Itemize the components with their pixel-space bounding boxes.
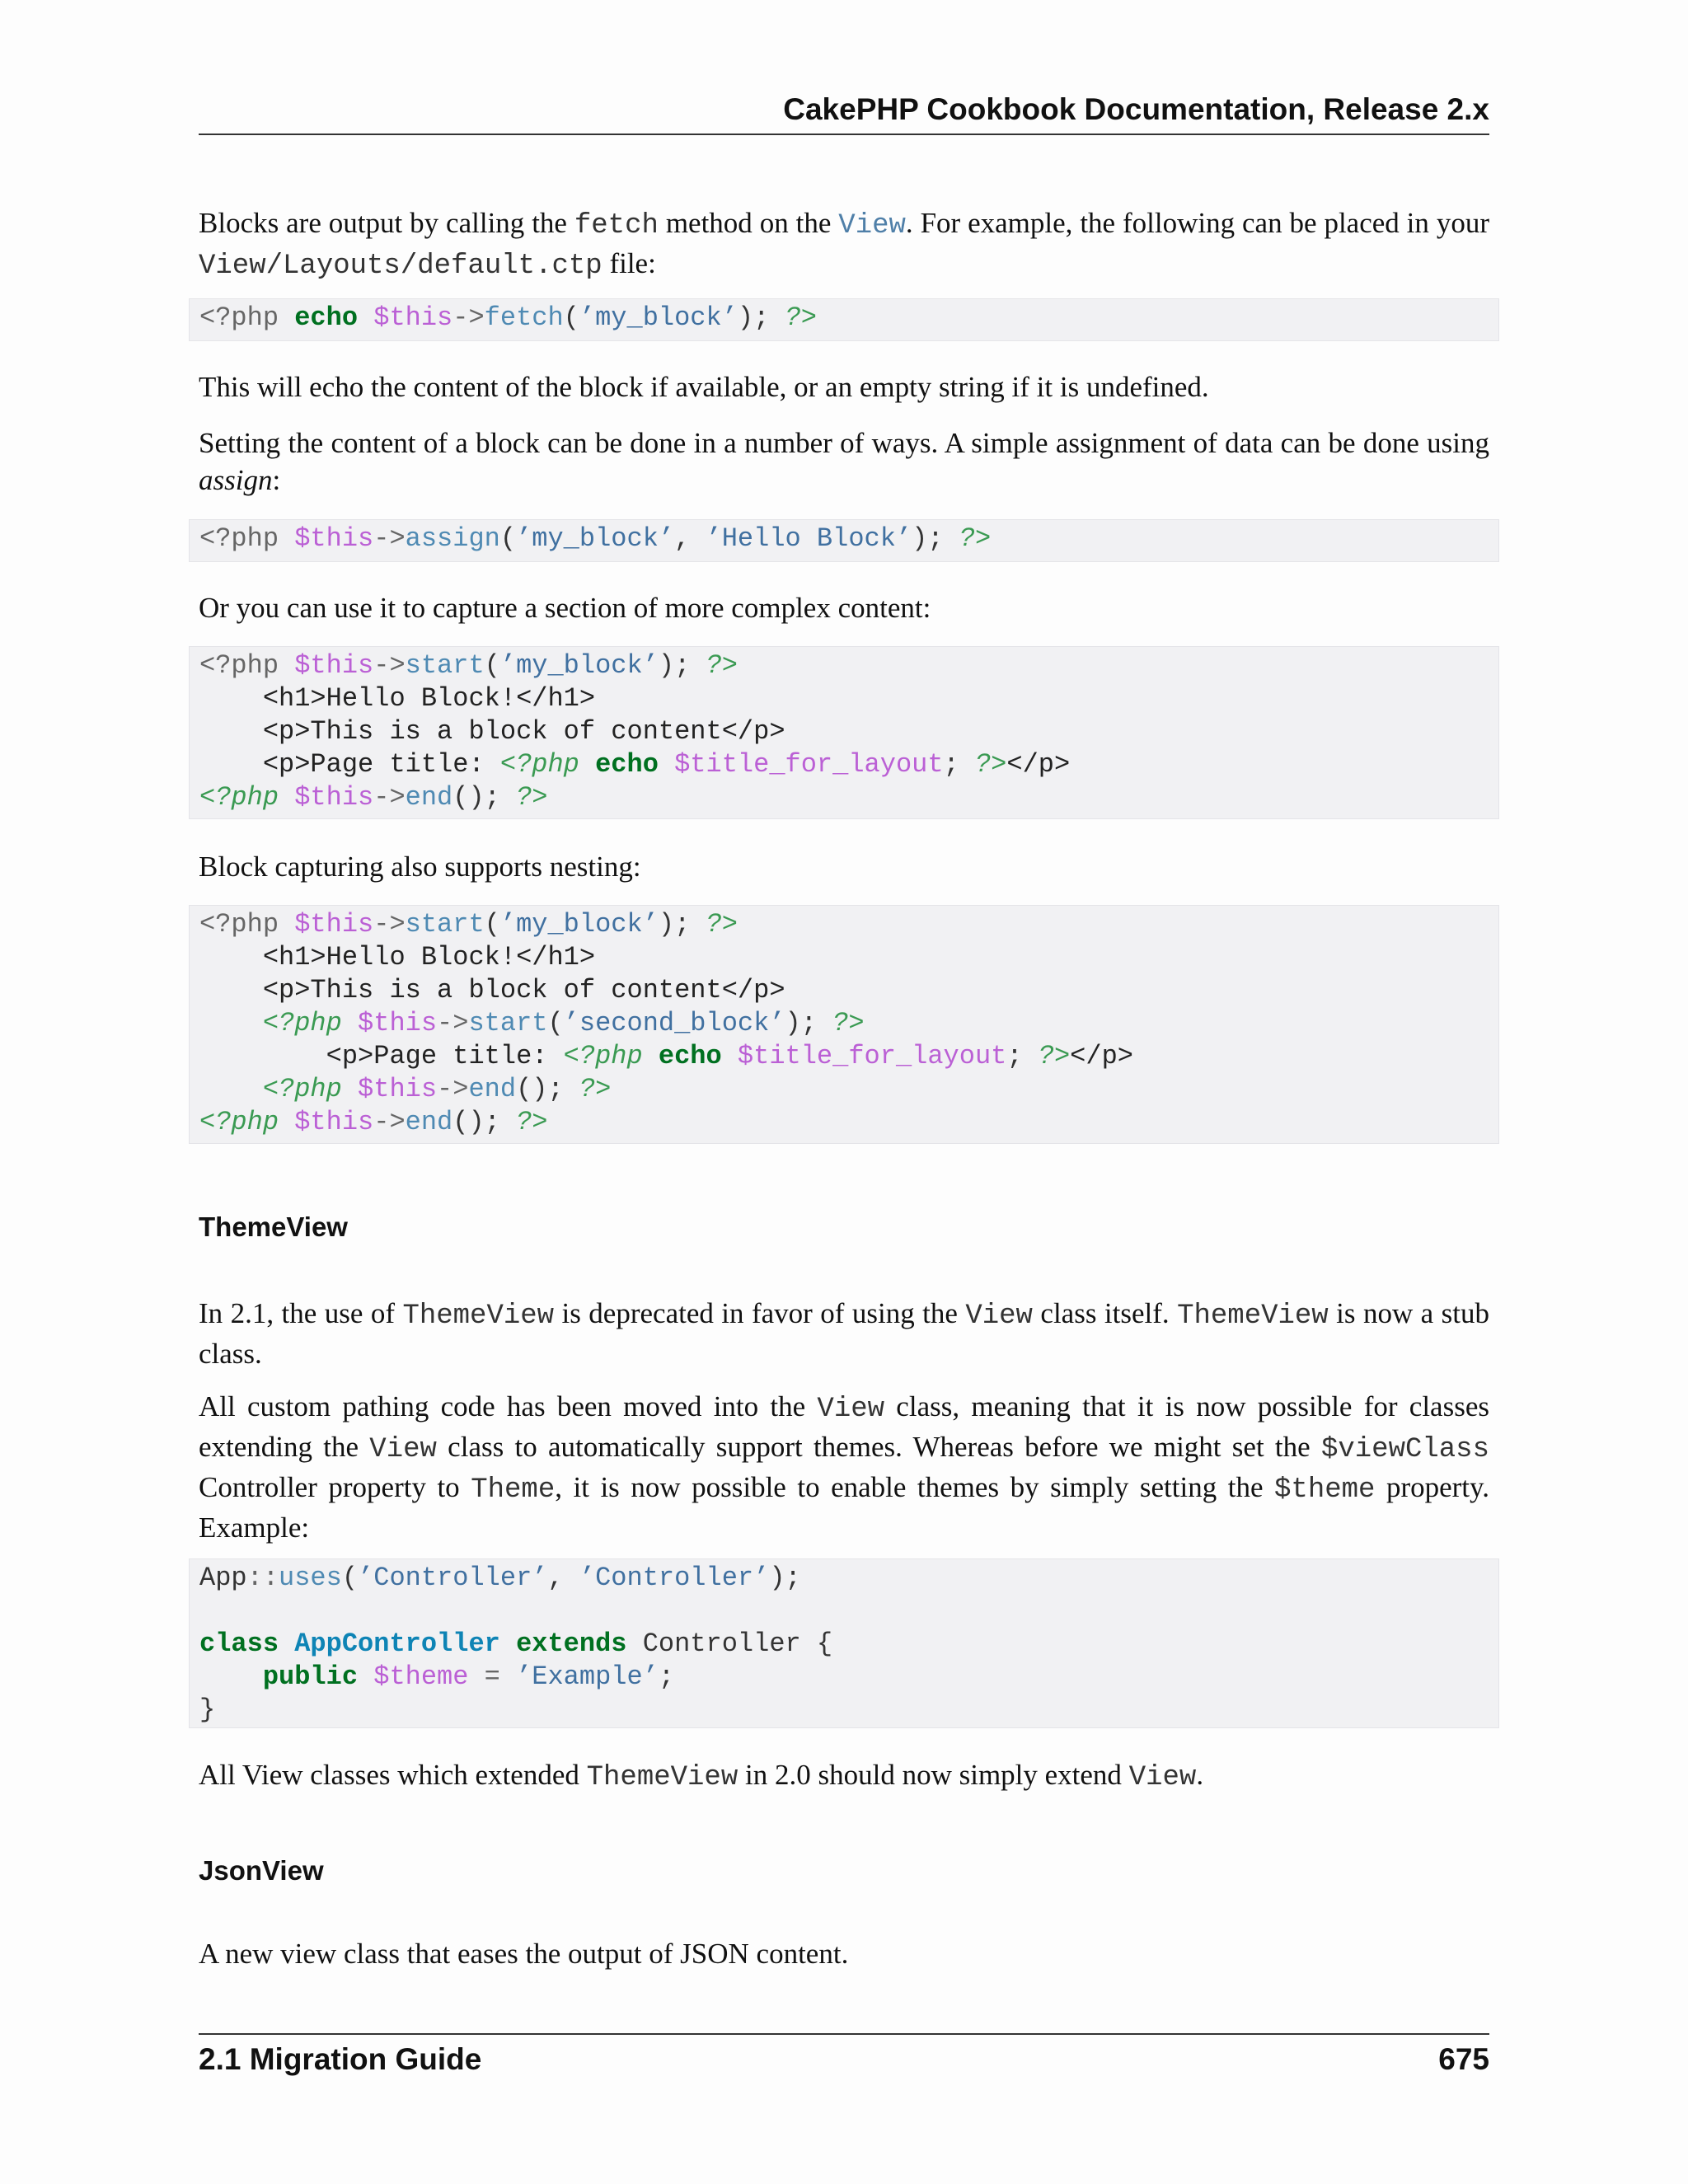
code-token: , (547, 1563, 579, 1593)
code-token: </p> (1070, 1041, 1133, 1071)
inline-code: ThemeView (586, 1762, 738, 1793)
code-token: public (262, 1661, 359, 1692)
inline-code: ThemeView (1177, 1301, 1329, 1332)
footer-section-title: 2.1 Migration Guide (199, 2042, 482, 2076)
code-token: <?php (563, 1041, 643, 1071)
paragraph-nesting: Block capturing also supports nesting: (199, 851, 641, 883)
code-line (199, 1628, 1489, 1661)
code-token: -> (373, 523, 406, 554)
code-token: :: (246, 1563, 279, 1593)
text: . For example, the following can be placed in your (905, 207, 1489, 239)
code-token: (); (516, 1074, 564, 1104)
code-token: ’my_block’ (499, 650, 659, 681)
document-page (199, 0, 1489, 2184)
code-token: ’Controller’ (358, 1563, 548, 1593)
code-token: echo (595, 749, 659, 780)
code-block-assign (189, 519, 1499, 562)
code-token: ( (547, 1008, 564, 1038)
code-token: extends (516, 1629, 627, 1659)
inline-code: View (369, 1434, 437, 1465)
code-token: $title_for_layout (674, 749, 944, 780)
code-token: ’my_block’ (579, 302, 738, 333)
inline-code: ThemeView (402, 1301, 555, 1332)
code-line: } (199, 1694, 216, 1725)
view-class-link[interactable]: View (838, 210, 906, 241)
code-token: -> (373, 782, 406, 813)
header-rule (199, 134, 1489, 135)
code-token: assign (405, 523, 500, 554)
code-token: ’Hello Block’ (706, 523, 912, 554)
inline-code: $theme (1274, 1474, 1376, 1506)
code-token: $this (294, 1107, 374, 1137)
text: Setting the content of a block can be done in a number of ways. A simple assignment of data can be done using (199, 427, 1489, 459)
code-token: ?> (579, 1074, 612, 1104)
code-token: ( (341, 1563, 359, 1593)
code-token: $this (358, 1074, 438, 1104)
paragraph-themeview-deprecated (199, 1295, 1489, 1372)
code-token: ?> (959, 523, 992, 554)
code-token: (); (452, 1107, 500, 1137)
text: class itself. (1032, 1297, 1178, 1329)
footer-rule (199, 2033, 1489, 2035)
code-token: $this (294, 650, 374, 681)
code-token: <?php (262, 1074, 342, 1104)
code-token: -> (437, 1008, 469, 1038)
text: method on the (658, 207, 839, 239)
text: class to automatically support themes. Whereas before we might set the (436, 1431, 1321, 1463)
code-line (199, 781, 1489, 814)
code-token: ); (658, 909, 691, 940)
code-token: ’Controller’ (579, 1563, 770, 1593)
code-token: ?> (832, 1008, 865, 1038)
inline-code: View (817, 1394, 885, 1425)
code-token: end (405, 1107, 453, 1137)
text: file: (602, 247, 656, 279)
text: All View classes which extended (199, 1759, 587, 1791)
text: . (1196, 1759, 1204, 1791)
code-line: <h1>Hello Block!</h1> (199, 683, 596, 714)
code-token: $this (294, 523, 374, 554)
text: is deprecated in favor of using the (554, 1297, 966, 1329)
code-token: ; (658, 1661, 675, 1692)
code-token: <?php (199, 782, 279, 813)
code-token: echo (294, 302, 359, 333)
code-line: <p>This is a block of content</p> (199, 975, 785, 1005)
code-token: ’my_block’ (516, 523, 675, 554)
code-token: ( (484, 909, 500, 940)
inline-code: View (1128, 1762, 1197, 1793)
code-token: echo (658, 1041, 722, 1071)
code-token: <?php (199, 1107, 279, 1137)
code-line: <p>This is a block of content</p> (199, 716, 785, 747)
code-token: ’Example’ (516, 1661, 659, 1692)
section-heading-jsonview: JsonView (199, 1855, 324, 1886)
code-token: start (405, 650, 485, 681)
code-line: <h1>Hello Block!</h1> (199, 942, 596, 972)
code-token: -> (373, 909, 406, 940)
code-line (199, 1073, 1489, 1106)
code-token: -> (437, 1074, 469, 1104)
code-token: Controller (642, 1629, 801, 1659)
text: is now a stub class. (199, 1297, 1489, 1370)
code-token: start (405, 909, 485, 940)
code-line (199, 1007, 1489, 1040)
code-line (199, 649, 1489, 682)
code-token: <p>Page title: (199, 1041, 564, 1071)
code-token: ); (785, 1008, 817, 1038)
code-token: (); (452, 782, 500, 813)
code-token: uses (279, 1563, 342, 1593)
code-token: end (405, 782, 453, 813)
code-token: <p>Page title: (199, 749, 500, 780)
code-token: ); (769, 1563, 801, 1593)
inline-code: $viewClass (1320, 1434, 1489, 1465)
code-token: -> (452, 302, 485, 333)
code-token: ); (737, 302, 770, 333)
code-token: ); (658, 650, 691, 681)
code-token: ( (563, 302, 579, 333)
code-line (199, 908, 1489, 941)
code-block-appcontroller (189, 1558, 1499, 1728)
code-token: ?> (516, 1107, 548, 1137)
code-token: ( (484, 650, 500, 681)
code-indent (199, 1074, 263, 1104)
code-token: </p> (1006, 749, 1071, 780)
code-token: ; (1006, 1041, 1023, 1071)
inline-code: fetch (574, 210, 659, 241)
code-token: ?> (974, 749, 1007, 780)
text: , it is now possible to enable themes by simply setting the (555, 1471, 1275, 1503)
paragraph-echo: This will echo the content of the block if available, or an empty string if it is undefined. (199, 371, 1209, 403)
code-token: <?php (199, 650, 279, 681)
paragraph-fetch (199, 204, 1489, 285)
code-token: <?php (199, 909, 279, 940)
code-block-capture (189, 646, 1499, 819)
inline-code: Theme (471, 1474, 556, 1506)
paragraph-jsonview: A new view class that eases the output of JSON content. (199, 1938, 849, 1970)
code-token: end (468, 1074, 517, 1104)
code-token: ’my_block’ (499, 909, 659, 940)
page-footer (199, 2042, 1489, 2077)
code-token: , (674, 523, 706, 554)
code-token: $title_for_layout (737, 1041, 1007, 1071)
code-token: <?php (262, 1008, 342, 1038)
code-token: class (199, 1629, 279, 1659)
code-token: -> (373, 1107, 406, 1137)
text: property. Example: (199, 1471, 1489, 1544)
text: Blocks are output by calling the (199, 207, 574, 239)
text: Controller property to (199, 1471, 471, 1503)
text: in 2.0 should now simply extend (738, 1759, 1129, 1791)
code-token: ?> (785, 302, 817, 333)
paragraph-custom-pathing (199, 1388, 1489, 1546)
code-line (199, 1661, 1489, 1694)
text: In 2.1, the use of (199, 1297, 403, 1329)
code-token: { (816, 1629, 833, 1659)
text: : (272, 464, 281, 496)
code-indent (199, 1661, 263, 1692)
code-token: $this (358, 1008, 438, 1038)
code-token: App (199, 1563, 247, 1593)
code-line (199, 1562, 1489, 1595)
code-token: fetch (484, 302, 564, 333)
code-line (199, 523, 1489, 555)
code-token: ?> (706, 909, 738, 940)
code-line (199, 748, 1489, 781)
code-token: AppController (294, 1629, 500, 1659)
running-header: CakePHP Cookbook Documentation, Release 2.x (783, 92, 1489, 126)
code-token: <?php (499, 749, 579, 780)
section-heading-themeview: ThemeView (199, 1212, 348, 1242)
code-token: ; (943, 749, 959, 780)
code-token: -> (373, 650, 406, 681)
code-token: start (468, 1008, 548, 1038)
code-line (199, 1040, 1489, 1073)
paragraph-view-classes (199, 1756, 1489, 1797)
code-blank-line (199, 1595, 1489, 1628)
code-token: ( (499, 523, 517, 554)
code-line (199, 1106, 1489, 1139)
code-block-nesting (189, 905, 1499, 1144)
emphasis: assign (199, 464, 273, 496)
code-block-fetch (189, 298, 1499, 341)
code-token: $this (294, 782, 374, 813)
code-token: ’second_block’ (563, 1008, 785, 1038)
code-indent (199, 1008, 263, 1038)
code-token: <?php (199, 523, 279, 554)
code-token: ?> (516, 782, 548, 813)
code-token: ); (912, 523, 944, 554)
code-token: $theme (373, 1661, 469, 1692)
code-token: ?> (706, 650, 738, 681)
code-token: $this (373, 302, 453, 333)
inline-code: View/Layouts/default.ctp (199, 251, 603, 282)
code-token: ?> (1038, 1041, 1071, 1071)
paragraph-capture: Or you can use it to capture a section of more complex content: (199, 592, 931, 624)
page-number: 675 (1438, 2042, 1489, 2076)
code-token: $this (294, 909, 374, 940)
text: class, meaning that it is now possible for classes extending the (199, 1390, 1489, 1463)
code-line (199, 302, 1489, 335)
inline-code: View (965, 1301, 1033, 1332)
code-token: <?php (199, 302, 279, 333)
code-token: = (484, 1661, 500, 1692)
text: All custom pathing code has been moved into the (199, 1390, 818, 1422)
paragraph-assign (199, 424, 1489, 499)
